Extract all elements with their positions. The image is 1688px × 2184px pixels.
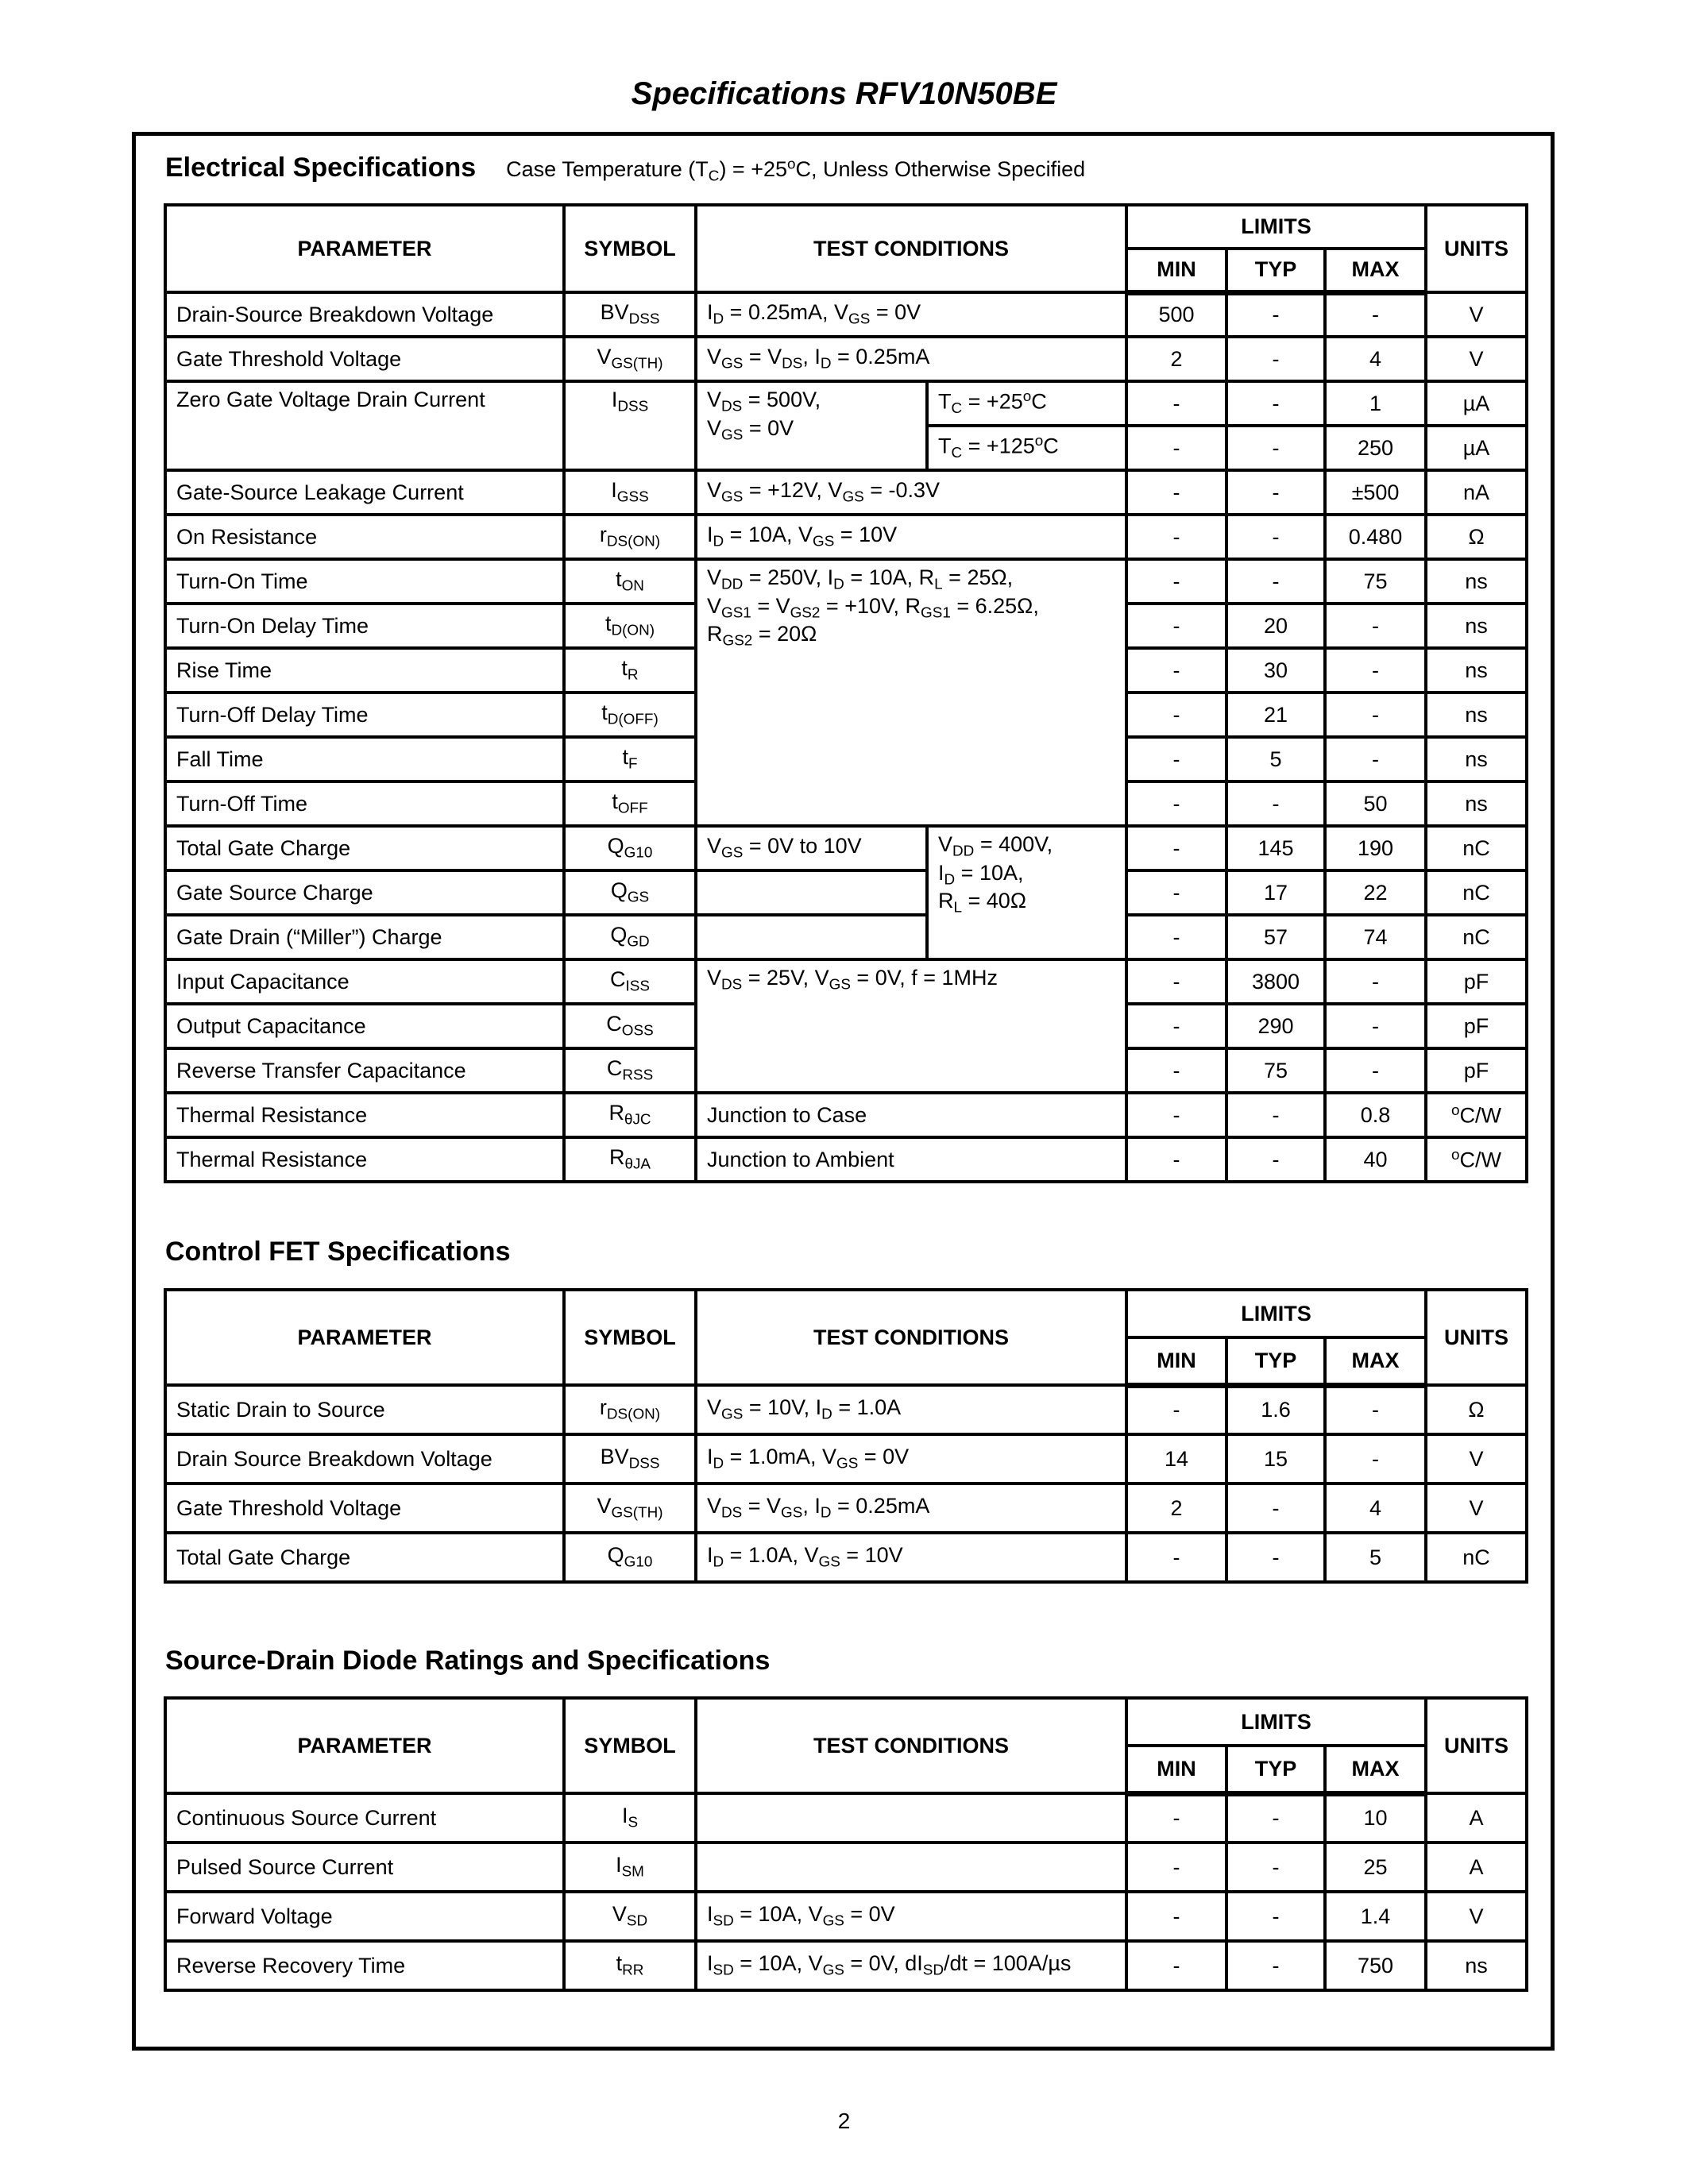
typ-cell: - (1226, 1892, 1325, 1941)
control-fet-section-title: Control FET Specifications (165, 1237, 511, 1267)
electrical-section-title (165, 152, 1085, 186)
min-header: MIN (1126, 1337, 1226, 1385)
limits-header: LIMITS (1126, 205, 1426, 249)
table-row (165, 292, 1527, 337)
page-number: 2 (837, 2109, 851, 2133)
min-cell: - (1126, 1793, 1226, 1843)
units-cell: nC (1426, 1533, 1527, 1582)
max-cell: - (1325, 648, 1426, 693)
typ-cell: - (1226, 1533, 1325, 1582)
symbol-cell: $BV_{DSS}$ (564, 1434, 696, 1484)
symbol-cell: $I_{GSS}$ (564, 470, 696, 515)
param-cell: Rise Time (165, 648, 564, 693)
min-cell: - (1126, 959, 1226, 1004)
table-row (165, 1941, 1527, 1990)
param-cell: Output Capacitance (165, 1004, 564, 1048)
typ-header: TYP (1226, 1337, 1325, 1385)
max-cell: 1 (1325, 381, 1426, 426)
typ-cell: - (1226, 470, 1325, 515)
min-cell: - (1126, 604, 1226, 648)
table-row (165, 337, 1527, 381)
conditions-temp-cell: $T_C = +125^oC$ (927, 426, 1126, 470)
max-cell: 750 (1325, 1941, 1426, 1990)
typ-cell: 1.6 (1226, 1385, 1325, 1434)
min-cell: - (1126, 1004, 1226, 1048)
typ-cell: - (1226, 1843, 1325, 1892)
typ-cell: - (1226, 1941, 1325, 1990)
typ-cell: - (1226, 381, 1325, 426)
min-cell: - (1126, 1048, 1226, 1093)
max-cell: 22 (1325, 870, 1426, 915)
max-cell: - (1325, 1048, 1426, 1093)
typ-cell: - (1226, 1793, 1325, 1843)
max-header: MAX (1325, 1337, 1426, 1385)
max-cell: ±500 (1325, 470, 1426, 515)
typ-cell: 20 (1226, 604, 1325, 648)
limits-header: LIMITS (1126, 1698, 1426, 1746)
min-cell: - (1126, 1137, 1226, 1182)
min-cell: - (1126, 559, 1226, 604)
test-conditions-header: TEST CONDITIONS (696, 205, 1126, 292)
diode-table (164, 1696, 1528, 1992)
conditions-cell (696, 1793, 1126, 1843)
min-cell: 500 (1126, 292, 1226, 337)
min-cell: - (1126, 648, 1226, 693)
table-row (165, 515, 1527, 559)
units-header: UNITS (1426, 205, 1527, 292)
symbol-cell: $t_F$ (564, 737, 696, 781)
min-cell: - (1126, 826, 1226, 870)
typ-cell: - (1226, 1484, 1325, 1533)
min-cell: 2 (1126, 1484, 1226, 1533)
units-cell: nC (1426, 826, 1527, 870)
max-cell: - (1325, 959, 1426, 1004)
conditions-cell: Junction to Ambient (696, 1137, 1126, 1182)
table-row (165, 1385, 1527, 1434)
units-cell: $^o$C/W (1426, 1093, 1527, 1137)
max-cell: 50 (1325, 781, 1426, 826)
param-cell: Continuous Source Current (165, 1793, 564, 1843)
units-cell: nC (1426, 915, 1527, 959)
min-cell: - (1126, 515, 1226, 559)
units-cell: A (1426, 1793, 1527, 1843)
max-cell: - (1325, 737, 1426, 781)
max-cell: - (1325, 1385, 1426, 1434)
table-row (165, 826, 1527, 870)
table-row (165, 1793, 1527, 1843)
param-cell: Input Capacitance (165, 959, 564, 1004)
symbol-cell: $C_{RSS}$ (564, 1048, 696, 1093)
typ-cell: 3800 (1226, 959, 1325, 1004)
units-cell: µA (1426, 426, 1527, 470)
symbol-cell: $t_{D(ON)}$ (564, 604, 696, 648)
min-cell: - (1126, 1892, 1226, 1941)
units-cell: ns (1426, 737, 1527, 781)
max-cell: 40 (1325, 1137, 1426, 1182)
min-cell: - (1126, 1093, 1226, 1137)
symbol-cell: $BV_{DSS}$ (564, 292, 696, 337)
symbol-cell: $t_{ON}$ (564, 559, 696, 604)
min-header: MIN (1126, 249, 1226, 292)
min-cell: - (1126, 1385, 1226, 1434)
param-cell: Total Gate Charge (165, 826, 564, 870)
param-cell: Drain-Source Breakdown Voltage (165, 292, 564, 337)
min-header: MIN (1126, 1746, 1226, 1793)
symbol-cell: $C_{OSS}$ (564, 1004, 696, 1048)
conditions-cell: $V_{GS} = 0V$ to 10V (696, 826, 927, 870)
max-cell: 0.480 (1325, 515, 1426, 559)
electrical-spec-table (164, 203, 1528, 1183)
electrical-title-text: Electrical Specifications (165, 152, 477, 183)
typ-cell: 5 (1226, 737, 1325, 781)
parameter-header: PARAMETER (165, 1698, 564, 1793)
symbol-cell: $r_{DS(ON)}$ (564, 1385, 696, 1434)
typ-cell: - (1226, 292, 1325, 337)
min-cell: 2 (1126, 337, 1226, 381)
max-cell: - (1325, 693, 1426, 737)
conditions-cell: $V_{DS} = 500V$, $V_{GS} = 0V$ (696, 381, 927, 470)
param-cell: Zero Gate Voltage Drain Current (165, 381, 564, 470)
parameter-header: PARAMETER (165, 205, 564, 292)
max-header: MAX (1325, 249, 1426, 292)
symbol-cell: $I_S$ (564, 1793, 696, 1843)
units-cell: A (1426, 1843, 1527, 1892)
symbol-cell: $I_{SM}$ (564, 1843, 696, 1892)
param-cell: Reverse Recovery Time (165, 1941, 564, 1990)
typ-cell: - (1226, 1093, 1325, 1137)
max-cell: 25 (1325, 1843, 1426, 1892)
symbol-cell: $Q_{GD}$ (564, 915, 696, 959)
units-cell: Ω (1426, 1385, 1527, 1434)
typ-cell: 21 (1226, 693, 1325, 737)
units-cell: ns (1426, 559, 1527, 604)
table-row (165, 1093, 1527, 1137)
units-cell: $^o$C/W (1426, 1137, 1527, 1182)
conditions-cell: $I_{SD} = 10A$, $V_{GS} = 0V$ (696, 1892, 1126, 1941)
max-cell: 10 (1325, 1793, 1426, 1843)
units-cell: ns (1426, 693, 1527, 737)
conditions-cell: $V_{GS} = V_{DS}$, $I_D = 0.25mA$ (696, 337, 1126, 381)
min-cell: - (1126, 1843, 1226, 1892)
symbol-cell: $t_{RR}$ (564, 1941, 696, 1990)
typ-cell: - (1226, 426, 1325, 470)
gate-charge-conditions-cell: $V_{DD} = 400V$, $I_D = 10A$, $R_L = 40\Omega$ (927, 826, 1126, 959)
table-row (165, 1434, 1527, 1484)
typ-cell: 15 (1226, 1434, 1325, 1484)
param-cell: Gate Threshold Voltage (165, 1484, 564, 1533)
table-row (165, 470, 1527, 515)
typ-cell: 145 (1226, 826, 1325, 870)
units-cell: V (1426, 337, 1527, 381)
symbol-cell: $Q_{GS}$ (564, 870, 696, 915)
typ-cell: - (1226, 337, 1325, 381)
min-cell: - (1126, 1533, 1226, 1582)
min-cell: - (1126, 870, 1226, 915)
conditions-cell: $I_D = 1.0mA$, $V_{GS} = 0V$ (696, 1434, 1126, 1484)
control-fet-table (164, 1288, 1528, 1584)
units-cell: nA (1426, 470, 1527, 515)
max-cell: 250 (1325, 426, 1426, 470)
typ-header: TYP (1226, 1746, 1325, 1793)
units-header: UNITS (1426, 1698, 1527, 1793)
table-row (165, 1533, 1527, 1582)
symbol-cell: $I_{DSS}$ (564, 381, 696, 470)
conditions-cell: $I_{SD} = 10A$, $V_{GS} = 0V$, $dI_{SD}/dt = 100A/\mu s$ (696, 1941, 1126, 1990)
units-cell: pF (1426, 959, 1527, 1004)
conditions-cell (696, 915, 927, 959)
param-cell: Thermal Resistance (165, 1137, 564, 1182)
symbol-header: SYMBOL (564, 205, 696, 292)
symbol-cell: $Q_{G10}$ (564, 1533, 696, 1582)
symbol-cell: $R_{\theta JA}$ (564, 1137, 696, 1182)
table-row (165, 381, 1527, 426)
units-cell: V (1426, 292, 1527, 337)
units-cell: pF (1426, 1004, 1527, 1048)
param-cell: On Resistance (165, 515, 564, 559)
symbol-header: SYMBOL (564, 1698, 696, 1793)
symbol-cell: $t_{D(OFF)}$ (564, 693, 696, 737)
max-cell: 0.8 (1325, 1093, 1426, 1137)
max-cell: - (1325, 604, 1426, 648)
units-cell: ns (1426, 604, 1527, 648)
min-cell: - (1126, 737, 1226, 781)
param-cell: Gate-Source Leakage Current (165, 470, 564, 515)
units-cell: nC (1426, 870, 1527, 915)
table-row (165, 559, 1527, 604)
limits-header: LIMITS (1126, 1290, 1426, 1337)
param-cell: Gate Threshold Voltage (165, 337, 564, 381)
max-cell: - (1325, 1434, 1426, 1484)
max-cell: - (1325, 292, 1426, 337)
min-cell: - (1126, 1941, 1226, 1990)
max-cell: 4 (1325, 337, 1426, 381)
symbol-cell: $Q_{G10}$ (564, 826, 696, 870)
conditions-cell: $I_D = 1.0A$, $V_{GS} = 10V$ (696, 1533, 1126, 1582)
conditions-cell (696, 1843, 1126, 1892)
max-cell: 190 (1325, 826, 1426, 870)
typ-cell: - (1226, 781, 1325, 826)
capacitance-conditions-cell: $V_{DS} = 25V$, $V_{GS} = 0V$, f = 1MHz (696, 959, 1126, 1093)
units-cell: V (1426, 1434, 1527, 1484)
param-cell: Turn-Off Delay Time (165, 693, 564, 737)
conditions-cell: $I_D = 0.25mA$, $V_{GS} = 0V$ (696, 292, 1126, 337)
max-cell: 75 (1325, 559, 1426, 604)
units-cell: Ω (1426, 515, 1527, 559)
min-cell: - (1126, 781, 1226, 826)
typ-cell: - (1226, 515, 1325, 559)
param-cell: Reverse Transfer Capacitance (165, 1048, 564, 1093)
units-cell: pF (1426, 1048, 1527, 1093)
table-row (165, 1484, 1527, 1533)
table-row (165, 1892, 1527, 1941)
symbol-header: SYMBOL (564, 1290, 696, 1385)
conditions-cell (696, 870, 927, 915)
param-cell: Gate Drain (“Miller”) Charge (165, 915, 564, 959)
typ-cell: 290 (1226, 1004, 1325, 1048)
max-cell: 4 (1325, 1484, 1426, 1533)
max-cell: 1.4 (1325, 1892, 1426, 1941)
param-cell: Static Drain to Source (165, 1385, 564, 1434)
units-cell: µA (1426, 381, 1527, 426)
param-cell: Turn-Off Time (165, 781, 564, 826)
units-cell: ns (1426, 1941, 1527, 1990)
symbol-cell: $V_{SD}$ (564, 1892, 696, 1941)
units-cell: ns (1426, 648, 1527, 693)
symbol-cell: $C_{ISS}$ (564, 959, 696, 1004)
table-row (165, 915, 1527, 959)
param-cell: Gate Source Charge (165, 870, 564, 915)
param-cell: Turn-On Delay Time (165, 604, 564, 648)
typ-cell: 57 (1226, 915, 1325, 959)
conditions-cell: $V_{DS} = V_{GS}$, $I_D = 0.25mA$ (696, 1484, 1126, 1533)
test-conditions-header: TEST CONDITIONS (696, 1698, 1126, 1793)
param-cell: Fall Time (165, 737, 564, 781)
switching-conditions-cell: $V_{DD} = 250V$, $I_D = 10A$, $R_L = 25\Omega$, $V_{GS1} = V_{GS2} = +10V$, $R_{GS1} = 6.25\Omega$, $R_{GS2} = 20\Omega$ (696, 559, 1126, 826)
typ-cell: 30 (1226, 648, 1325, 693)
symbol-cell: $t_{OFF}$ (564, 781, 696, 826)
param-cell: Forward Voltage (165, 1892, 564, 1941)
param-cell: Total Gate Charge (165, 1533, 564, 1582)
param-cell: Turn-On Time (165, 559, 564, 604)
typ-cell: 17 (1226, 870, 1325, 915)
param-cell: Drain Source Breakdown Voltage (165, 1434, 564, 1484)
min-cell: - (1126, 381, 1226, 426)
parameter-header: PARAMETER (165, 1290, 564, 1385)
typ-cell: 75 (1226, 1048, 1325, 1093)
conditions-temp-cell: $T_C = +25^oC$ (927, 381, 1126, 426)
min-cell: - (1126, 470, 1226, 515)
test-conditions-header: TEST CONDITIONS (696, 1290, 1126, 1385)
max-cell: - (1325, 1004, 1426, 1048)
conditions-cell: $V_{GS} = +12V$, $V_{GS} = -0.3V$ (696, 470, 1126, 515)
min-cell: - (1126, 426, 1226, 470)
param-cell: Pulsed Source Current (165, 1843, 564, 1892)
page-title: Specifications RFV10N50BE (631, 76, 1057, 111)
max-header: MAX (1325, 1746, 1426, 1793)
typ-cell: - (1226, 559, 1325, 604)
table-row (165, 1137, 1527, 1182)
electrical-note: Case Temperature $(T_C) = +25^oC$, Unless Otherwise Specified (506, 156, 1086, 185)
symbol-cell: $V_{GS(TH)}$ (564, 337, 696, 381)
units-cell: V (1426, 1484, 1527, 1533)
conditions-cell: Junction to Case (696, 1093, 1126, 1137)
min-cell: - (1126, 915, 1226, 959)
diode-section-title: Source-Drain Diode Ratings and Specifications (165, 1646, 771, 1676)
units-header: UNITS (1426, 1290, 1527, 1385)
symbol-cell: $t_R$ (564, 648, 696, 693)
min-cell: - (1126, 693, 1226, 737)
typ-header: TYP (1226, 249, 1325, 292)
units-cell: V (1426, 1892, 1527, 1941)
conditions-cell: $I_D = 10A$, $V_{GS} = 10V$ (696, 515, 1126, 559)
symbol-cell: $V_{GS(TH)}$ (564, 1484, 696, 1533)
symbol-cell: $R_{\theta JC}$ (564, 1093, 696, 1137)
param-cell: Thermal Resistance (165, 1093, 564, 1137)
table-row (165, 870, 1527, 915)
table-row (165, 1843, 1527, 1892)
symbol-cell: $r_{DS(ON)}$ (564, 515, 696, 559)
max-cell: 5 (1325, 1533, 1426, 1582)
typ-cell: - (1226, 1137, 1325, 1182)
units-cell: ns (1426, 781, 1527, 826)
min-cell: 14 (1126, 1434, 1226, 1484)
conditions-cell: $V_{GS} = 10V$, $I_D = 1.0A$ (696, 1385, 1126, 1434)
max-cell: 74 (1325, 915, 1426, 959)
table-row (165, 959, 1527, 1004)
